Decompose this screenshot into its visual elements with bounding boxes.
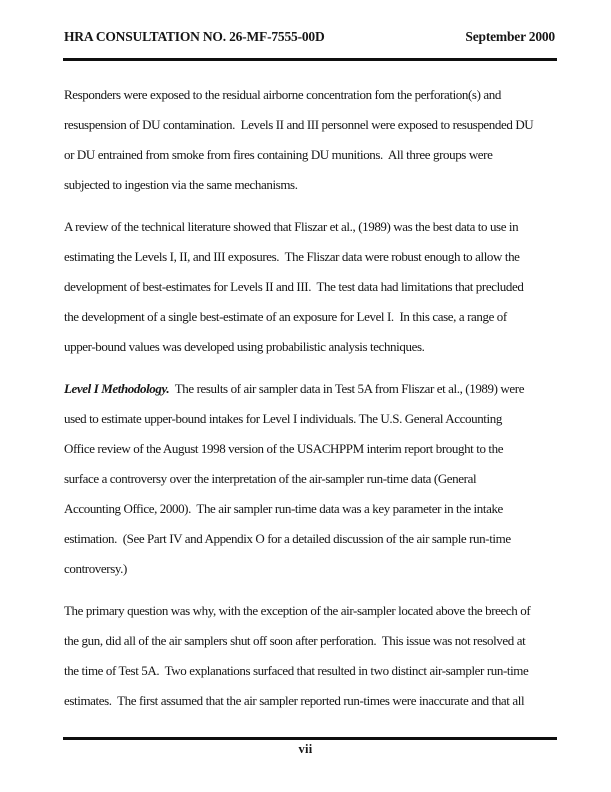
text-line: estimates. The first assumed that the air sampler reported run-times were inaccurate and that all	[64, 693, 525, 708]
paragraph-literature-review	[64, 212, 571, 362]
text-line: subjected to ingestion via the same mechanisms.	[64, 177, 298, 192]
paragraph-primary-question	[64, 596, 571, 716]
header-rule	[63, 58, 557, 61]
text-line: Office review of the August 1998 version of the USACHPPM interim report brought to the	[64, 441, 504, 456]
text-line: used to estimate upper-bound intakes for Level I individuals. The U.S. General Accounting	[64, 411, 502, 426]
header-date: September 2000	[465, 29, 555, 44]
text-line: development of best-estimates for Levels II and III. The test data had limitations that precluded	[64, 279, 524, 294]
text-line: the development of a single best-estimate of an exposure for Level I. In this case, a range of	[64, 309, 507, 324]
text-line: resuspension of DU contamination. Levels II and III personnel were exposed to resuspended DU	[64, 117, 534, 132]
text-line: estimation. (See Part IV and Appendix O for a detailed discussion of the air sample run-time	[64, 531, 511, 546]
text-line: A review of the technical literature showed that Fliszar et al., (1989) was the best data to use in	[64, 219, 519, 234]
text-line: Accounting Office, 2000). The air sampler run-time data was a key parameter in the intake	[64, 501, 503, 516]
text-line: Responders were exposed to the residual airborne concentration fom the perforation(s) and	[64, 87, 501, 102]
header-consultation-number: HRA CONSULTATION NO. 26-MF-7555-00D	[64, 29, 325, 44]
text-line: the time of Test 5A. Two explanations surfaced that resulted in two distinct air-sampler run-time	[64, 663, 529, 678]
footer-rule	[63, 737, 557, 740]
section-heading-level-i-methodology: Level I Methodology.	[64, 381, 170, 396]
text-line: The results of air sampler data in Test 5A from Fliszar et al., (1989) were	[169, 381, 525, 396]
text-line: The primary question was why, with the exception of the air-sampler located above the breech of	[64, 603, 531, 618]
text-line: controversy.)	[64, 561, 127, 576]
text-line	[64, 374, 571, 404]
text-line: estimating the Levels I, II, and III exposures. The Fliszar data were robust enough to allow the	[64, 249, 520, 264]
text-line: surface a controversy over the interpretation of the air-sampler run-time data (General	[64, 471, 477, 486]
paragraph-level-i-methodology	[64, 374, 571, 584]
document-body	[64, 80, 571, 728]
page-number: vii	[298, 742, 313, 756]
text-line: upper-bound values was developed using probabilistic analysis techniques.	[64, 339, 425, 354]
text-line: or DU entrained from smoke from fires containing DU munitions. All three groups were	[64, 147, 493, 162]
text-line: the gun, did all of the air samplers shut off soon after perforation. This issue was not resolved at	[64, 633, 526, 648]
document-header	[64, 29, 555, 45]
paragraph-responders-exposure	[64, 80, 571, 200]
